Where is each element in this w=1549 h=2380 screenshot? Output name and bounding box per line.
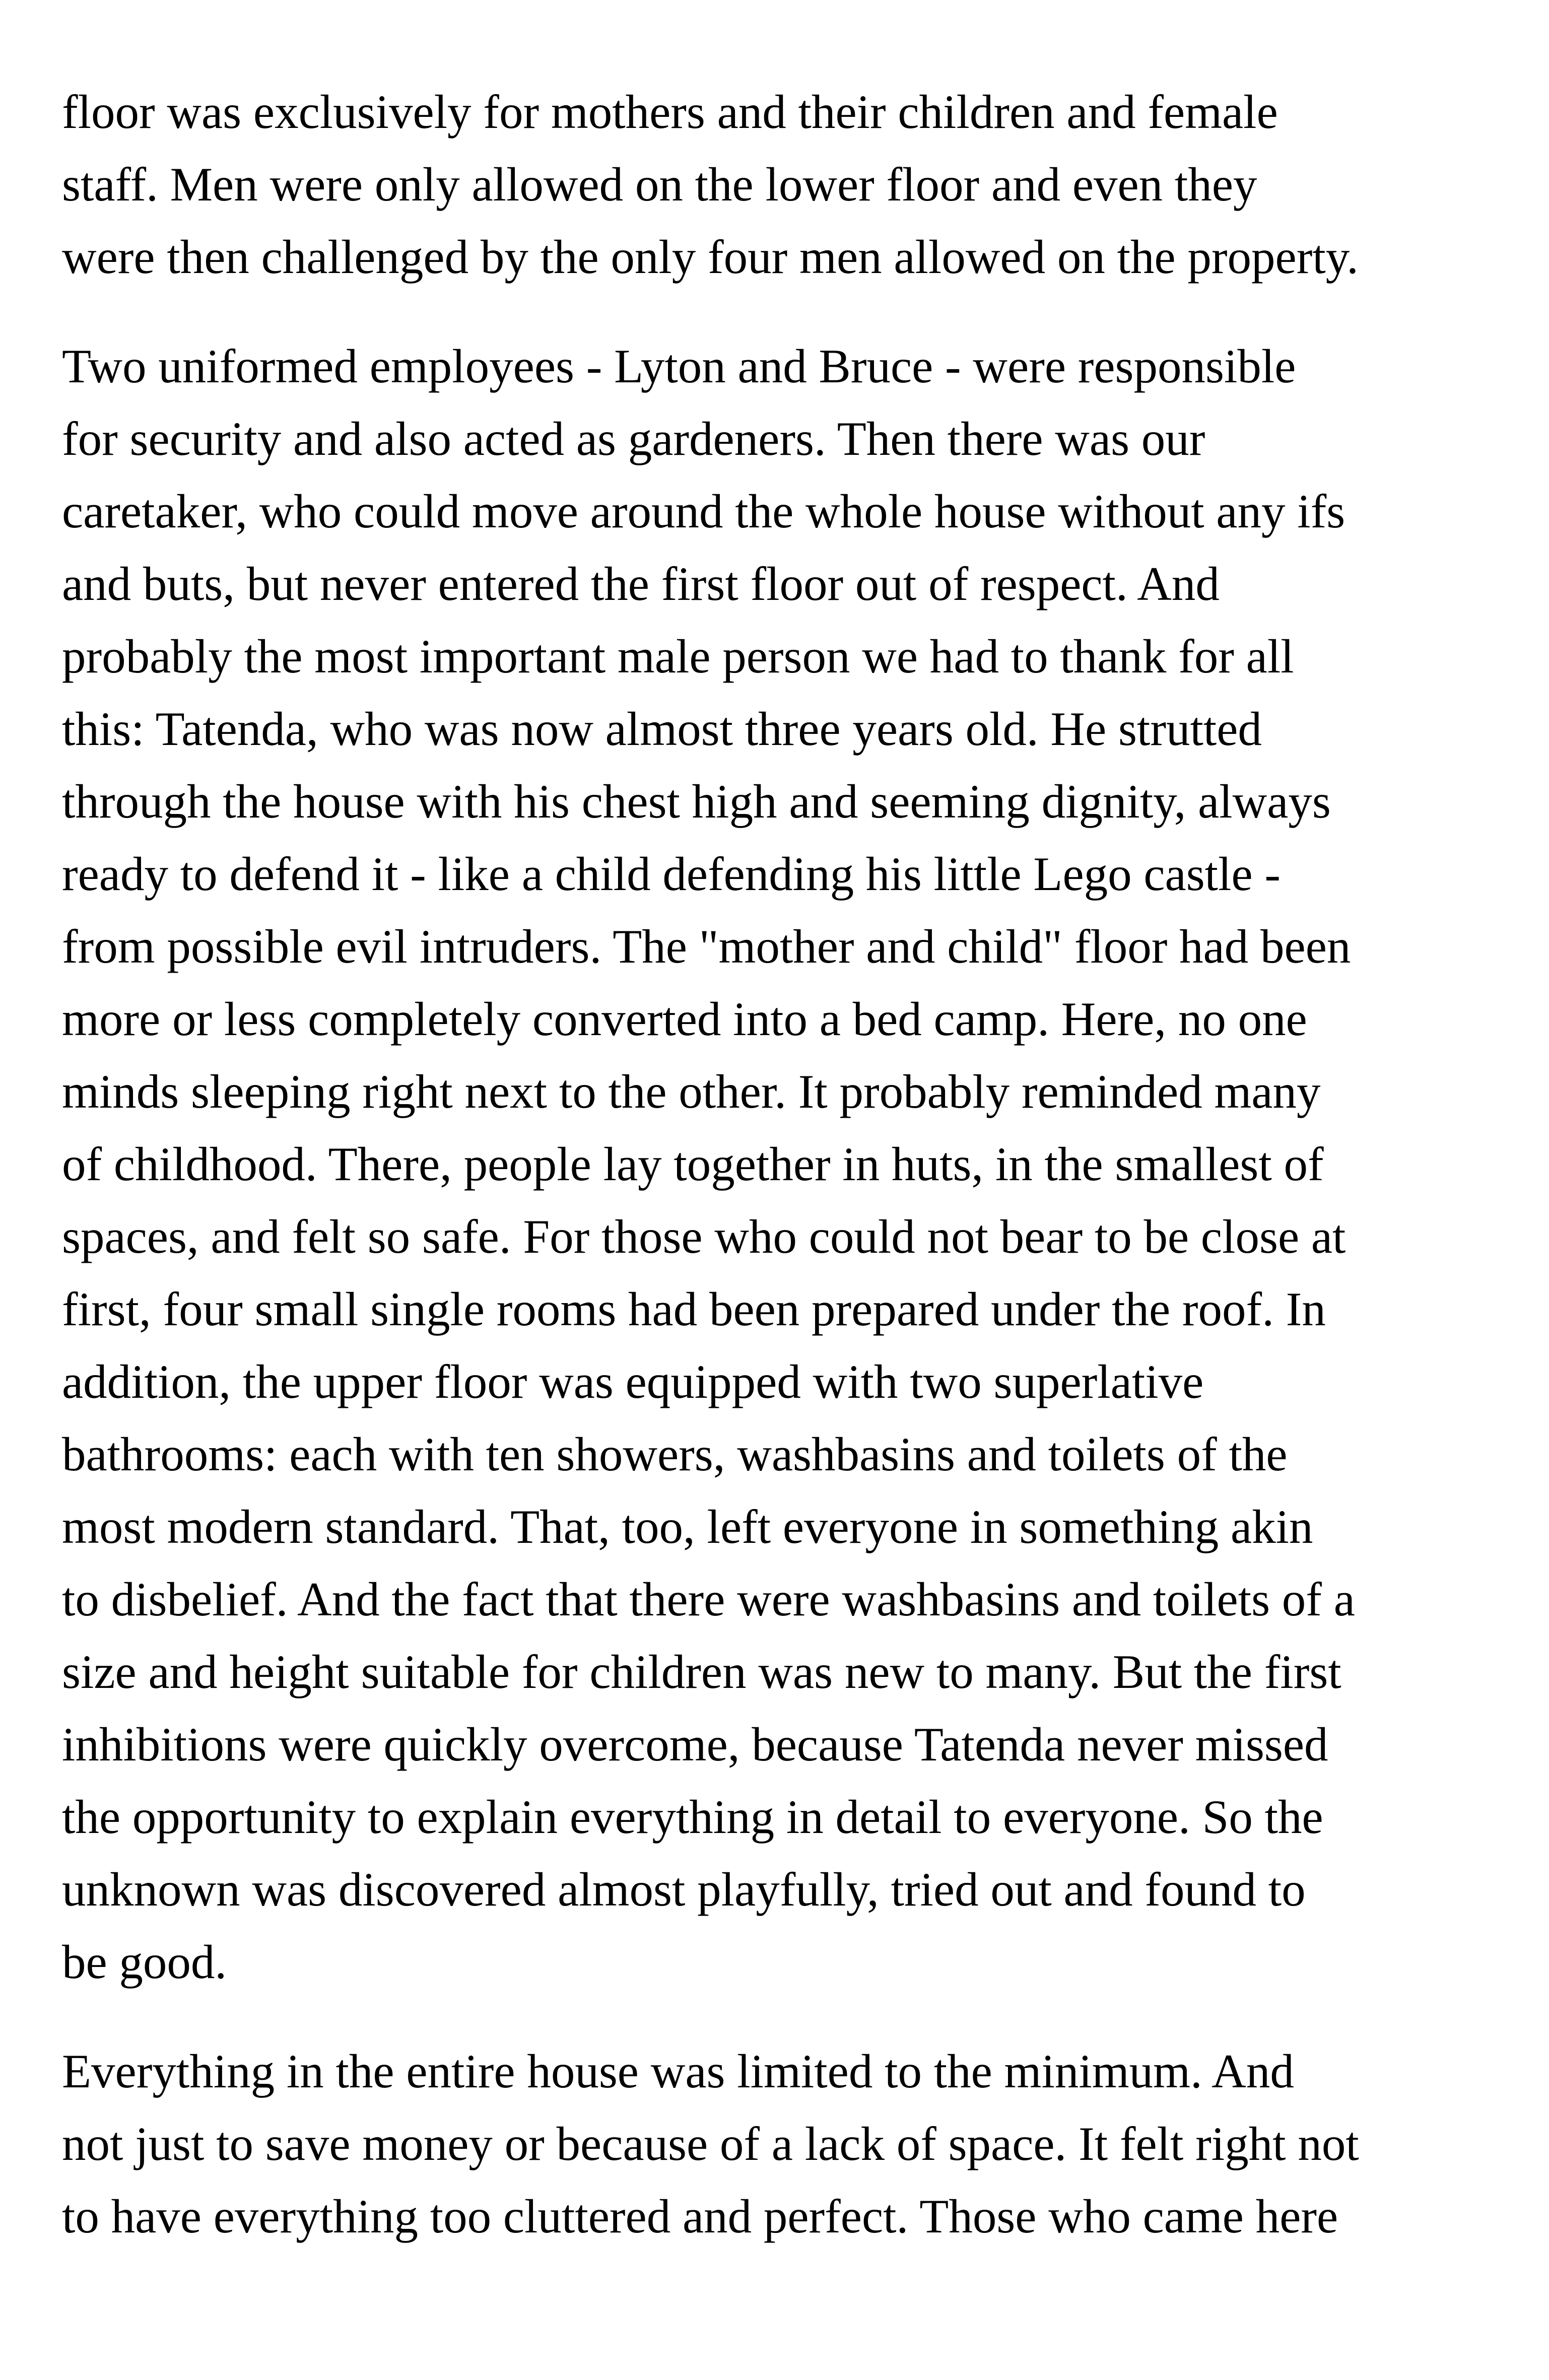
body-text xyxy=(62,76,1503,2253)
text-line: not just to save money or because of a lack of space. It felt right not xyxy=(62,2117,1359,2170)
text-line: Everything in the entire house was limited to the minimum. And xyxy=(62,2045,1294,2098)
text-line: and buts, but never entered the first floor out of respect. And xyxy=(62,557,1220,610)
text-line: to have everything too cluttered and perfect. Those who came here xyxy=(62,2190,1338,2243)
text-line: staff. Men were only allowed on the lower floor and even they xyxy=(62,158,1257,211)
text-line: unknown was discovered almost playfully, tried out and found to xyxy=(62,1863,1306,1916)
text-line: from possible evil intruders. The "mother and child" floor had been xyxy=(62,920,1351,973)
text-line: addition, the upper floor was equipped with two superlative xyxy=(62,1355,1204,1408)
text-line: minds sleeping right next to the other. It probably reminded many xyxy=(62,1065,1321,1118)
text-line: bathrooms: each with ten showers, washbasins and toilets of the xyxy=(62,1427,1288,1481)
text-line: the opportunity to explain everything in detail to everyone. So the xyxy=(62,1790,1323,1844)
text-line: for security and also acted as gardeners. Then there was our xyxy=(62,412,1205,465)
text-line: most modern standard. That, too, left everyone in something akin xyxy=(62,1500,1313,1553)
text-line: to disbelief. And the fact that there were washbasins and toilets of a xyxy=(62,1573,1355,1626)
text-line: spaces, and felt so safe. For those who could not bear to be close at xyxy=(62,1210,1346,1263)
text-line: through the house with his chest high and seeming dignity, always xyxy=(62,775,1331,828)
text-line: probably the most important male person we had to thank for all xyxy=(62,630,1294,683)
text-line: ready to defend it - like a child defending his little Lego castle - xyxy=(62,847,1281,901)
text-line: first, four small single rooms had been prepared under the roof. In xyxy=(62,1282,1326,1336)
text-line: size and height suitable for children was new to many. But the first xyxy=(62,1645,1341,1698)
paragraph xyxy=(62,76,1503,293)
text-line: Two uniformed employees - Lyton and Bruce - were responsible xyxy=(62,339,1296,393)
paragraph xyxy=(62,2035,1503,2253)
text-line: more or less completely converted into a bed camp. Here, no one xyxy=(62,992,1307,1046)
text-line: this: Tatenda, who was now almost three years old. He strutted xyxy=(62,702,1262,756)
text-line: were then challenged by the only four men allowed on the property. xyxy=(62,230,1359,284)
text-line: be good. xyxy=(62,1935,227,1989)
text-line: of childhood. There, people lay together in huts, in the smallest of xyxy=(62,1137,1324,1191)
text-line: floor was exclusively for mothers and their children and female xyxy=(62,85,1278,139)
text-line: inhibitions were quickly overcome, because Tatenda never missed xyxy=(62,1718,1328,1771)
text-line: caretaker, who could move around the whole house without any ifs xyxy=(62,485,1345,538)
paragraph xyxy=(62,330,1503,1998)
